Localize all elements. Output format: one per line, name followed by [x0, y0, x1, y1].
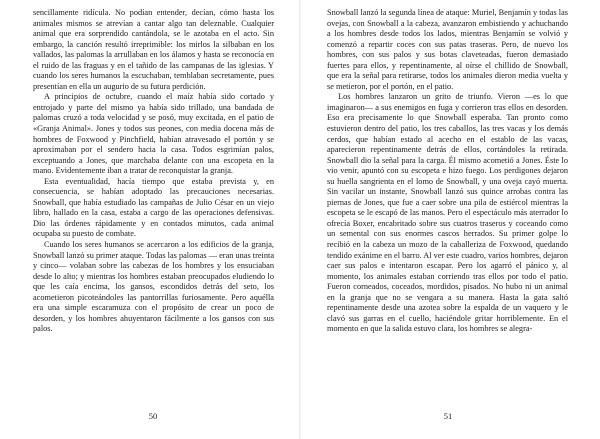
right-page-text — [327, 8, 568, 335]
left-page-text — [33, 8, 274, 335]
page-number: 50 — [148, 411, 158, 421]
paragraph: Los hombres lanzaron un grito de triunfo. Vieron —es lo que imaginaron— a sus enemigos en fuga y corrieron tras ellos en desorden. Eso era precisamente lo que Snowball esperaba. Tan pronto como estuvieron dentro del patio, los tres caballos, las tres vacas y los demás cerdos, que habían estado al acecho en el establo de las vacas, aparecieron repentinamente detrás de ellos, cortándoles la retirada. Snowball dio la señal para la carga. Él mismo acometió a Jones. Éste lo vio venir, apuntó con su escopeta e hizo fuego. Los perdigones dejaron su huella sangrienta en el lomo de Snowball, y una oveja cayó muerta. Sin vacilar un instante, Snowball lanzó sus quince arrobas contra las piernas de Jones, que fue a caer sobre una pila de estiércol mientras la escopeta se le escapó de las manos. Pero el espectáculo más aterrador lo ofrecía Boxer, encabritado sobre sus cuatros traseros y coceando como un semental con sus enormes cascos herrados. Su primer golpe lo recibió en la cabeza un mozo de la caballeriza de Foxwood, quedando tendido exánime en el barro. Al ver este cuadro, varios hombres, dejaron caer sus palos e intentaron escapar. Pero los agarró el pánico y, al momento, los animales estaban corriendo tras ellos por todo el patio. Fueron corneados, coceados, mordidos, pisados. No hubo ni un animal en la granja que no se vengara a su manera. Hasta la gata saltó repentinamente desde una azotea sobre la espalda de un vaquero y le clavó sus garras en el cuello, haciéndole gritar horriblemente. En el momento en que la salida estuvo clara, los hombres se alegra- — [327, 92, 568, 334]
paragraph: Snowball lanzó la segunda línea de ataque: Muriel, Benjamín y todas las ovejas, con Snowball a la cabeza, avanzaron embistiendo y achuchando a los hombres desde todos los lados, mientras Benjamín se volvió y comenzó a repartir coces con sus patas traseras. Pero, de nuevo los hombres, con sus palos y sus botas claveteadas, fueron demasiado fuertes para ellos, y repentinamente, al oírse el chillido de Snowball, que era la señal para retirarse, todos los animales dieron media vuelta y se metieron, por el portón, en el patio. — [327, 8, 569, 91]
page-number: 51 — [443, 411, 453, 421]
right-page — [300, 0, 600, 439]
paragraph: Esta eventualidad, hacía tiempo que estaba prevista y, en consecuencia, se habían adoptado las precauciones necesarias. Snowball, que había estudiado las campañas de Julio César en un viejo libro, hallado en la casa, estaba a cargo de las operaciones defensivas. Dio las órdenes rápidamente y en contados minutos, cada animal ocupaba su puesto de combate. — [33, 176, 274, 239]
paragraph: A principios de octubre, cuando el maíz había sido cortado y entrojado y parte del mismo ya había sido trillado, una bandada de palomas cruzó a toda velocidad y se posó, muy excitada, en el patio de «Granja Animal». Jones y todos sus peones, con media docena más de hombres de Foxwood y Pinchfield, habían atravesado el portón y se aproximaban por el sendero hacia la casa. Todos esgrimían palos, exceptuando a Jones, que marchaba delante con una escopeta en la mano. Evidentemente iban a tratar de reconquistar la granja. — [33, 92, 274, 176]
paragraph: Cuando los seres humanos se acercaron a los edificios de la granja, Snowball lanzó su primer ataque. Todas las palomas — eran unas treinta y cinco— volaban sobre las cabezas de los hombres y los ensuciaban desde lo alto; y mientras los hombres estaban preocupados eludiendo lo que les caía encima, los gansos, escondidos detrás del seto, los acometieron picoteándoles las pantorrillas furiosamente. Pero aquélla era una simple escaramuza con el propósito de crear un poco de desorden, y los hombres ahuyentaron fácilmente a los gansos con sus palos. — [33, 240, 274, 334]
paragraph: sencillamente ridícula. No podían entender, decían, cómo hasta los animales mismos se atrevían a cantar algo tan deleznable. Cualquier animal que era sorprendido cantándola, se le azotaba en el acto. Sin embargo, la canción resultó irreprimible: los mirlos la silbaban en los vallados, las palomas la arrullaban en los álamos y hasta se reconocía en el ruido de las fraguas y en el tañido de las campanas de las iglesias. Y cuando los seres humanos la escuchaban, temblaban secretamente, pues presentían en ella un augurio de su futura perdición. — [33, 8, 274, 91]
